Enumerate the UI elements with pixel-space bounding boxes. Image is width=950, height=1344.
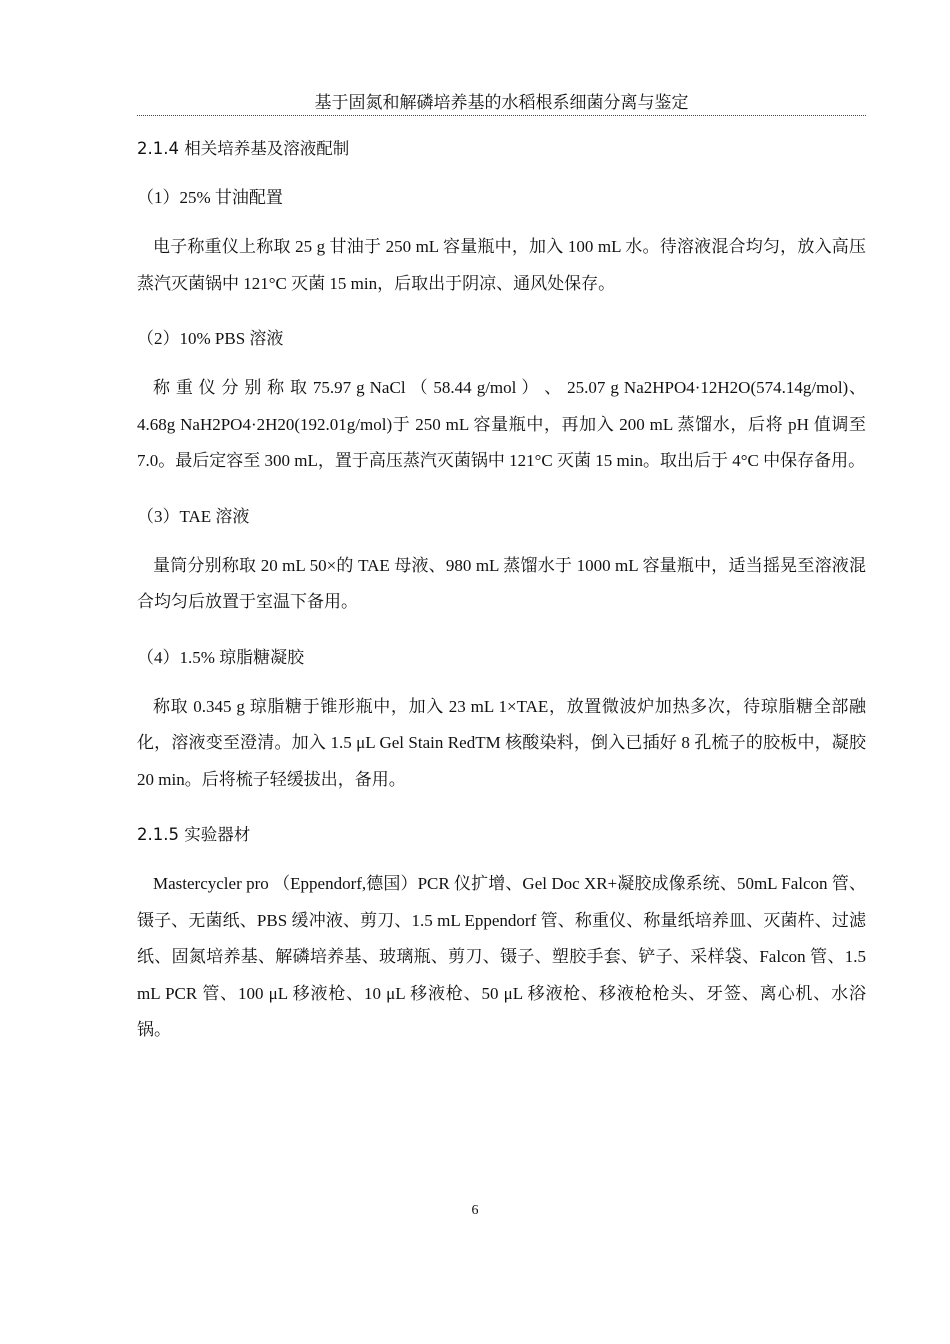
- paragraph-tae: 量筒分别称取 20 mL 50×的 TAE 母液、980 mL 蒸馏水于 1000 mL 容量瓶中，适当摇晃至溶液混合均匀后放置于室温下备用。: [137, 555, 866, 611]
- paragraph-agarose: 称取 0.345 g 琼脂糖于锥形瓶中，加入 23 mL 1×TAE，放置微波炉加热多次，待琼脂糖全部融化，溶液变至澄清。加入 1.5 μL Gel Stain RedTM 核酸染料，倒入已插好 8 孔梳子的胶板中，凝胶 20 min。后将梳子轻缓拔出，备用。: [137, 696, 866, 789]
- page-number: 6: [471, 1203, 479, 1218]
- section-heading-2-1-4: 2.1.4 相关培养基及溶液配制: [137, 139, 350, 158]
- section-heading-2-1-5: 2.1.5 实验器材: [137, 825, 251, 844]
- paragraph-glycerol: 电子称重仪上称取 25 g 甘油于 250 mL 容量瓶中，加入 100 mL 水。待溶液混合均匀，放入高压蒸汽灭菌锅中 121°C 灭菌 15 min，后取出于阴凉、通风处保存。: [137, 237, 866, 293]
- running-header: 基于固氮和解磷培养基的水稻根系细菌分离与鉴定: [137, 92, 866, 116]
- subheading-agarose: （4）1.5% 琼脂糖凝胶: [137, 647, 305, 667]
- page-content: [137, 137, 866, 1074]
- paragraph-equipment: Mastercycler pro （Eppendorf,德国）PCR 仪扩增、Gel Doc XR+凝胶成像系统、50mL Falcon 管、镊子、无菌纸、PBS 缓冲液、剪刀、1.5 mL Eppendorf 管、称重仪、称量纸培养皿、灭菌杵、过滤纸、固氮培养基、解磷培养基、玻璃瓶、剪刀、镊子、塑胶手套、铲子、采样袋、Falcon 管、1.5 mL PCR 管、100 μL 移液枪、10 μL 移液枪、50 μL 移液枪、移液枪枪头、牙签、离心机、水浴锅。: [137, 874, 866, 1039]
- paragraph-pbs: 称 重 仪 分 别 称 取 75.97 g NaCl （ 58.44 g/mol ） 、 25.07 g Na2HPO4·12H2O(574.14g/mol)、4.68g NaH2PO4·2H20(192.01g/mol)于 250 mL 容量瓶中，再加入 200 mL 蒸馏水，后将 pH 值调至 7.0。最后定容至 300 mL，置于高压蒸汽灭菌锅中 121°C 灭菌 15 min。取出后于 4°C 中保存备用。: [137, 378, 866, 470]
- subheading-pbs: （2）10% PBS 溶液: [137, 329, 284, 348]
- subheading-tae: （3）TAE 溶液: [137, 506, 250, 526]
- subheading-glycerol: （1）25% 甘油配置: [137, 188, 283, 207]
